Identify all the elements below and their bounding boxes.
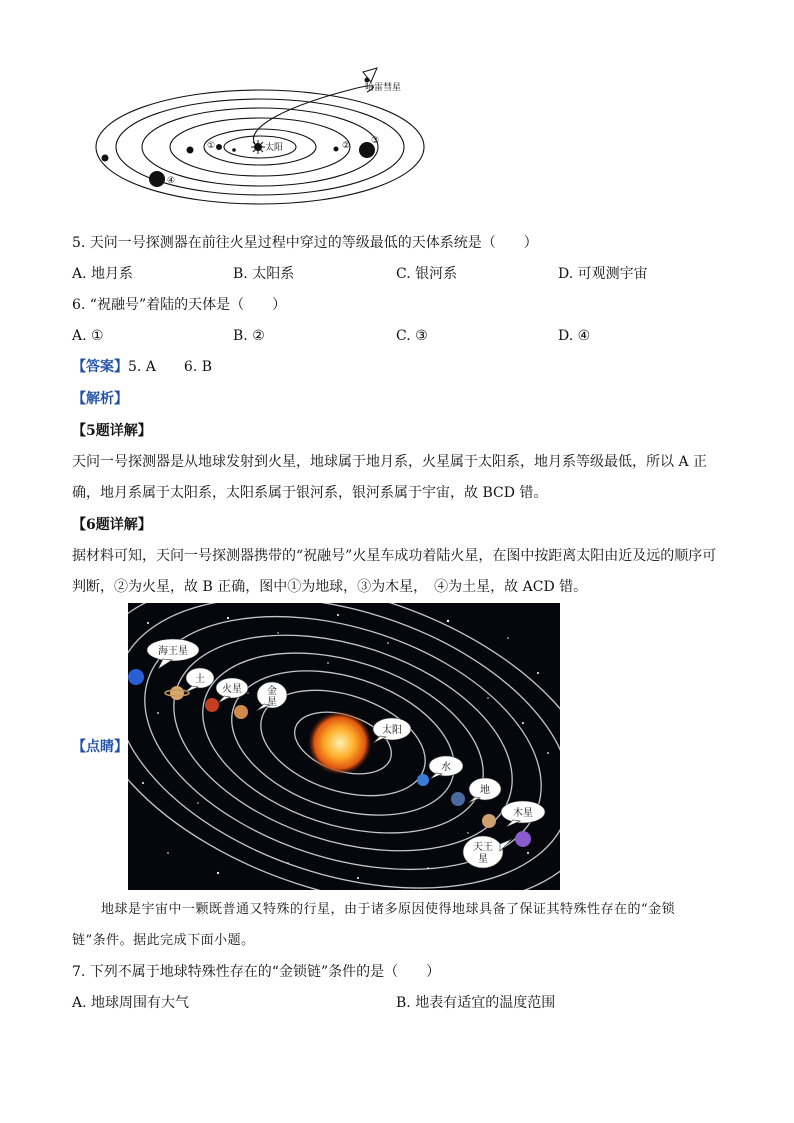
q7-stem: 7. 下列不属于地球特殊性存在的“金锁链”条件的是（ ）: [72, 964, 441, 980]
sun-icon: [308, 711, 372, 775]
label-jupiter: 木星: [513, 808, 533, 819]
planet-dot: [102, 155, 109, 162]
q7-option-b[interactable]: B. 地表有适宜的温度范围: [396, 995, 556, 1011]
q6-option-c[interactable]: C. ③: [396, 328, 428, 344]
answer-text: 5. A 6. B: [128, 359, 213, 375]
label-mars: 火星: [222, 684, 242, 695]
q5-option-a[interactable]: A. 地月系: [72, 266, 134, 282]
orbit-diagram: [95, 66, 435, 206]
earth-icon: [451, 792, 465, 806]
label-saturn: 土: [195, 674, 205, 685]
halley-label: 哈雷彗星: [365, 83, 402, 93]
q5-detail-title: 【5题详解】: [72, 423, 152, 439]
q5-detail-line2: 确，地月系属于太阳系，太阳系属于银河系，银河系属于宇宙，故 BCD 错。: [72, 485, 548, 501]
uranus-icon: [515, 831, 531, 847]
marker-1: ①: [207, 141, 216, 151]
label-neptune: 海王星: [158, 646, 188, 657]
planet-dot: [232, 148, 236, 152]
q6-detail-title: 【6题详解】: [72, 517, 152, 533]
label-earth: 地: [480, 785, 490, 796]
analysis-tag: 【解析】: [72, 391, 128, 407]
q5-stem: 5. 天问一号探测器在前往火星过程中穿过的等级最低的天体系统是（ ）: [72, 235, 538, 251]
marker-3: ③: [371, 136, 380, 146]
sun-icon: [251, 140, 265, 154]
label-uranus-top: 天王: [473, 842, 493, 853]
jupiter-icon: [482, 814, 496, 828]
q5-option-b[interactable]: B. 太阳系: [233, 266, 295, 282]
answer-tag: 【答案】: [72, 359, 128, 375]
venus-icon: [234, 705, 248, 719]
q5-option-d[interactable]: D. 可观测宇宙: [558, 266, 648, 282]
mercury-icon: [417, 774, 429, 786]
label-uranus-bottom: 星: [478, 854, 488, 865]
neptune-icon: [128, 669, 144, 685]
tip-tag: 【点睛】: [72, 739, 128, 755]
passage-line1: 地球是宇宙中一颗既普通又特殊的行星，由于诸多原因使得地球具备了保证其特殊性存在的“金锁: [101, 902, 676, 917]
sun-label: 太阳: [265, 143, 284, 153]
q6-option-a[interactable]: A. ①: [72, 328, 104, 344]
passage-line2: 链”条件。据此完成下面小题。: [72, 933, 255, 948]
q5-option-c[interactable]: C. 银河系: [396, 266, 458, 282]
marker-2: ②: [342, 141, 351, 151]
saturn-icon: [170, 686, 184, 700]
label-venus-top: 金: [267, 686, 277, 697]
label-sun: 太阳: [382, 725, 402, 736]
q6-option-d[interactable]: D. ④: [558, 328, 591, 344]
comet-icon: [363, 68, 377, 83]
marker-4: ④: [167, 176, 176, 186]
solar-system-photo: [128, 603, 560, 890]
planet-dot: [187, 147, 194, 154]
q7-option-a[interactable]: A. 地球周围有大气: [72, 995, 190, 1011]
planet-2: [334, 147, 339, 152]
planet-4: [149, 171, 165, 187]
label-venus-bottom: 星: [267, 697, 277, 708]
label-mercury: 水: [441, 762, 451, 773]
q5-detail-line1: 天问一号探测器是从地球发射到火星，地球属于地月系，火星属于太阳系，地月系等级最低，所以 A 正: [72, 454, 708, 470]
q6-option-b[interactable]: B. ②: [233, 328, 265, 344]
q6-detail-line1: 据材料可知，天问一号探测器携带的“祝融号”火星车成功着陆火星，在图中按距离太阳由近及远的顺序可: [72, 548, 717, 564]
mars-icon: [205, 698, 219, 712]
planet-1: [216, 144, 222, 150]
answer-line: [72, 357, 212, 377]
q6-stem: 6. “祝融号”着陆的天体是（ ）: [72, 297, 287, 313]
q6-detail-line2: 判断，②为火星，故 B 正确，图中①为地球，③为木星， ④为土星，故 ACD 错。: [72, 579, 588, 595]
